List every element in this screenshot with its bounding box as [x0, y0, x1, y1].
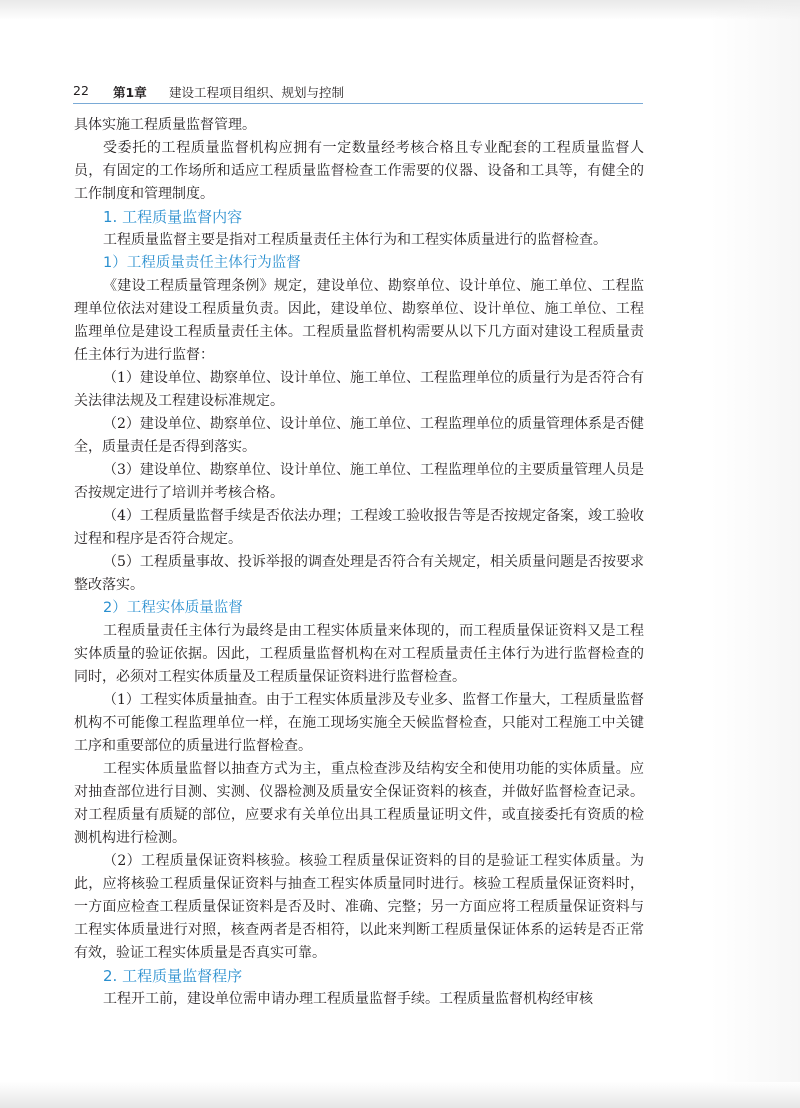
list-item-1: （1）建设单位、勘察单位、设计单位、施工单位、工程监理单位的质量行为是否符合有关法律法规及工程建设标准规定。 [74, 370, 644, 409]
header-rule [73, 103, 643, 104]
paragraph-entity-intro: 工程质量责任主体行为最终是由工程实体质量来体现的，而工程质量保证资料又是工程实体质量的验证依据。因此，工程质量监督机构在对工程质量责任主体行为进行监督检查的同时，必须对工程实体质量及工程质量保证资料进行监督检查。 [74, 623, 644, 685]
paragraph-procedure: 工程开工前，建设单位需申请办理工程质量监督手续。工程质量监督机构经审核 [103, 991, 593, 1007]
paragraph-content-intro: 工程质量监督主要是指对工程质量责任主体行为和工程实体质量进行的监督检查。 [103, 232, 607, 248]
running-header [73, 83, 643, 103]
paragraph-continued: 具体实施工程质量监督管理。 [74, 117, 256, 133]
list-item-3: （3）建设单位、勘察单位、设计单位、施工单位、工程监理单位的主要质量管理人员是否按规定进行了培训并考核合格。 [74, 462, 644, 501]
list-item-5: （5）工程质量事故、投诉举报的调查处理是否符合有关规定，相关质量问题是否按要求整改落实。 [74, 554, 644, 593]
heading-subject-behavior: 1）工程质量责任主体行为监督 [103, 255, 301, 271]
heading-supervision-procedure: 2. 工程质量监督程序 [103, 967, 243, 985]
heading-entity-quality: 2）工程实体质量监督 [103, 600, 243, 616]
chapter-label: 第1章 [113, 85, 147, 100]
paragraph-entrusted-agency: 受委托的工程质量监督机构应拥有一定数量经考核合格且专业配套的工程质量监督人员，有固定的工作场所和适应工程质量监督检查工作需要的仪器、设备和工具等，有健全的工作制度和管理制度。 [74, 140, 644, 202]
paragraph-entity-main: 工程实体质量监督以抽查方式为主，重点检查涉及结构安全和使用功能的实体质量。应对抽查部位进行目测、实测、仪器检测及质量安全保证资料的核查，并做好监督检查记录。对工程质量有质疑的部位，应要求有关单位出具工程质量证明文件，或直接委托有资质的检测机构进行检测。 [74, 761, 644, 846]
chapter-title: 建设工程项目组织、规划与控制 [169, 85, 345, 100]
entity-item-2: （2）工程质量保证资料核验。核验工程质量保证资料的目的是验证工程实体质量。为此，应将核验工程质量保证资料与抽查工程实体质量同时进行。核验工程质量保证资料时，一方面应检查工程质量保证资料是否及时、准确、完整；另一方面应将工程质量保证资料与工程实体质量进行对照，核查两者是否相符，以此来判断工程质量保证体系的运转是否正常有效，验证工程实体质量是否真实可靠。 [74, 853, 644, 961]
page-body [74, 114, 644, 1011]
heading-supervision-content: 1. 工程质量监督内容 [103, 208, 243, 226]
list-item-4: （4）工程质量监督手续是否依法办理；工程竣工验收报告等是否按规定备案，竣工验收过程和程序是否符合规定。 [74, 508, 644, 547]
list-item-2: （2）建设单位、勘察单位、设计单位、施工单位、工程监理单位的质量管理体系是否健全，质量责任是否得到落实。 [74, 416, 644, 455]
paragraph-subject-intro: 《建设工程质量管理条例》规定，建设单位、勘察单位、设计单位、施工单位、工程监理单位依法对建设工程质量负责。因此，建设单位、勘察单位、设计单位、施工单位、工程监理单位是建设工程质量责任主体。工程质量监督机构需要从以下几方面对建设工程质量责任主体行为进行监督： [74, 278, 644, 363]
scan-bottom-shade [0, 1082, 800, 1108]
scan-top-shade [0, 0, 800, 20]
page-number: 22 [73, 83, 89, 98]
entity-item-1: （1）工程实体质量抽查。由于工程实体质量涉及专业多、监督工作量大，工程质量监督机构不可能像工程监理单位一样，在施工现场实施全天候监督检查，只能对工程施工中关键工序和重要部位的质量进行监督检查。 [74, 692, 644, 754]
scan-right-shade [710, 0, 800, 1108]
